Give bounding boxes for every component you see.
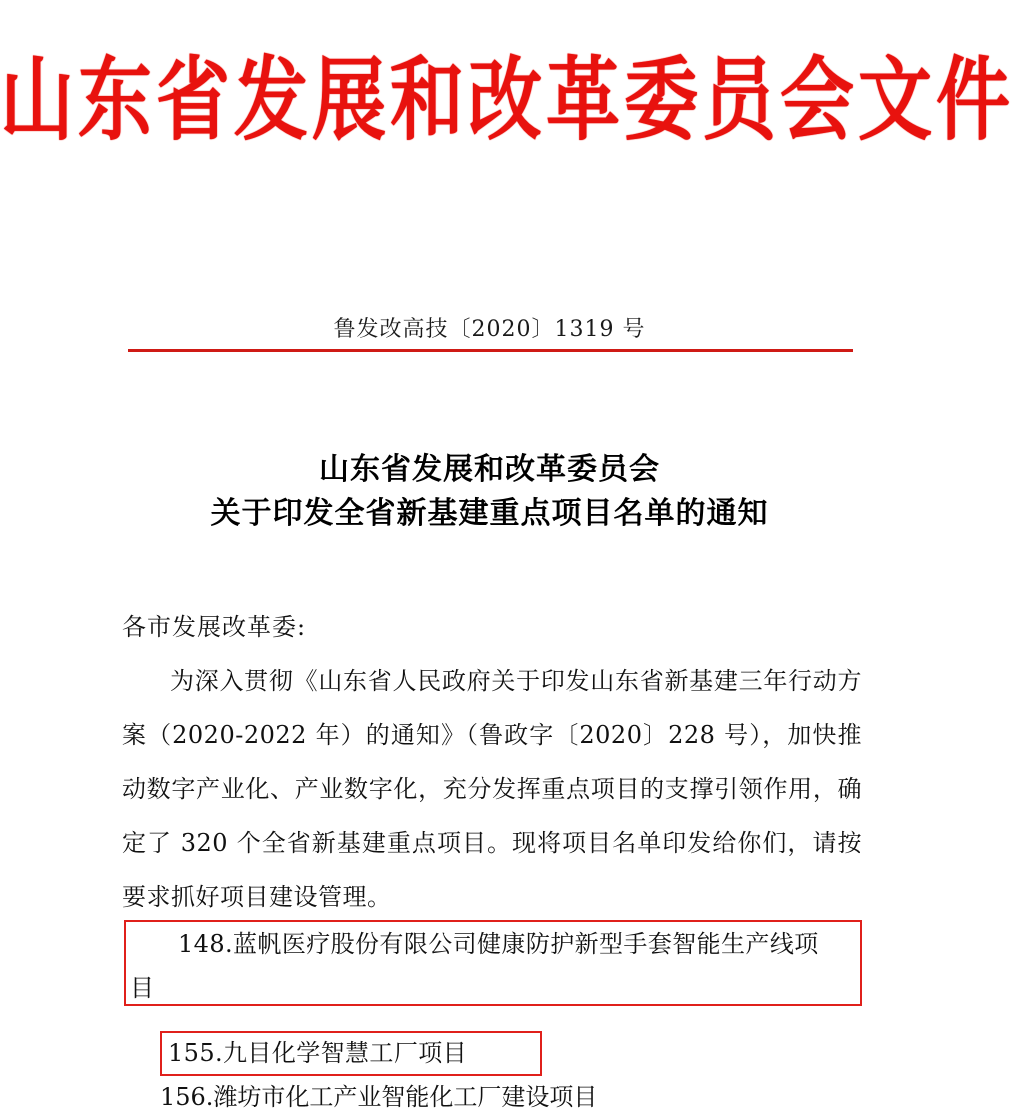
red-divider-rule bbox=[128, 349, 853, 352]
page-title bbox=[0, 448, 979, 536]
highlighted-item-148-line-2: 目 bbox=[130, 974, 155, 1002]
document-body bbox=[122, 600, 862, 924]
highlighted-item-155: 155.九目化学智慧工厂项目 bbox=[160, 1031, 542, 1076]
page-title-line-2: 关于印发全省新基建重点项目名单的通知 bbox=[210, 496, 769, 531]
body-paragraph-1: 为深入贯彻《山东省人民政府关于印发山东省新基建三年行动方案（2020-2022 年）的通知》（鲁政字〔2020〕228 号），加快推动数字产业化、产业数字化，充分发挥重点项目的支撑引领作用，确定了 320 个全省新基建重点项目。现将项目名单印发给你们，请按要求抓好项目建设管理。 bbox=[122, 667, 862, 911]
masthead-title: 山东省发展和改革委员会文件 bbox=[0, 47, 1014, 153]
document-number: 鲁发改高技〔2020〕1319 号 bbox=[333, 317, 646, 342]
salutation: 各市发展改革委: bbox=[122, 613, 307, 641]
highlighted-item-148-line-1: 148.蓝帆医疗股份有限公司健康防护新型手套智能生产线项 bbox=[178, 930, 819, 958]
highlighted-item-148 bbox=[124, 920, 862, 1006]
partially-visible-next-line: 156.潍坊市化工产业智能化工厂建设项目 bbox=[160, 1083, 598, 1111]
page-title-line-1: 山东省发展和改革委员会 bbox=[319, 452, 660, 487]
